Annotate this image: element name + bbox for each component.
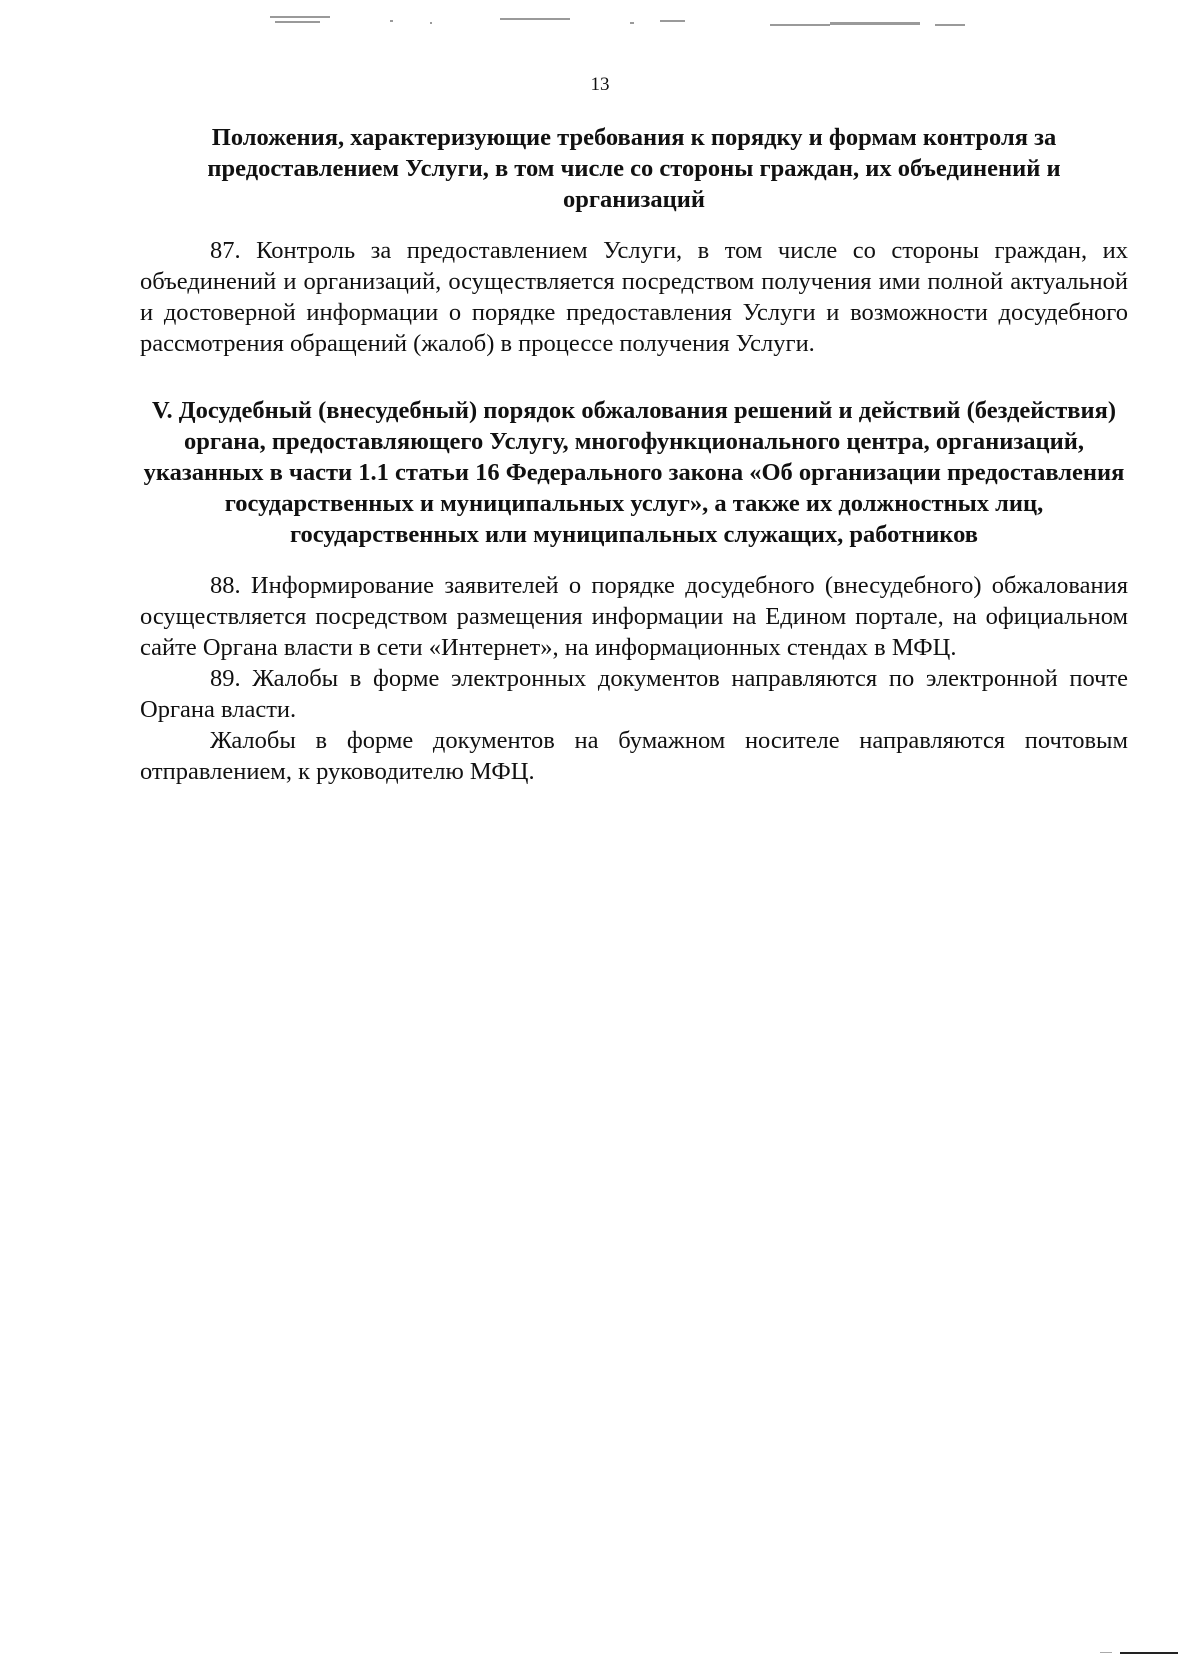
document-body xyxy=(140,122,1128,787)
paragraph-89: 89. Жалобы в форме электронных документов направляются по электронной почте Органа власти. xyxy=(140,665,1128,723)
section-heading-control: Положения, характеризующие требования к порядку и формам контроля за предоставлением Услуги, в том числе со стороны граждан, их объединений и организаций xyxy=(207,124,1061,213)
paragraph-89-paper: Жалобы в форме документов на бумажном носителе направляются почтовым отправлением, к руководителю МФЦ. xyxy=(140,727,1128,785)
scan-artifact-top xyxy=(270,10,970,30)
paragraph-87: 87. Контроль за предоставлением Услуги, в том числе со стороны граждан, их объединений и организаций, осуществляется посредством получения ими полной актуальной и достоверной информации о порядке предоставления Услуги и возможности досудебного рассмотрения обращений (жалоб) в процессе получения Услуги. xyxy=(140,237,1128,357)
paragraph-88: 88. Информирование заявителей о порядке досудебного (внесудебного) обжалования осуществляется посредством размещения информации на Едином портале, на официальном сайте Органа власти в сети «Интернет», на информационных стендах в МФЦ. xyxy=(140,572,1128,661)
scan-artifact-bottom xyxy=(1060,1649,1180,1657)
page-number: 13 xyxy=(590,74,610,95)
section-heading-appeal: V. Досудебный (внесудебный) порядок обжалования решений и действий (бездействия) органа, предоставляющего Услугу, многофункционального центра, организаций, указанных в части 1.1 статьи 16 Федерального закона «Об организации предоставления государственных и муниципальных услуг», а также их должностных лиц, государственных или муниципальных служащих, работников xyxy=(143,397,1125,548)
